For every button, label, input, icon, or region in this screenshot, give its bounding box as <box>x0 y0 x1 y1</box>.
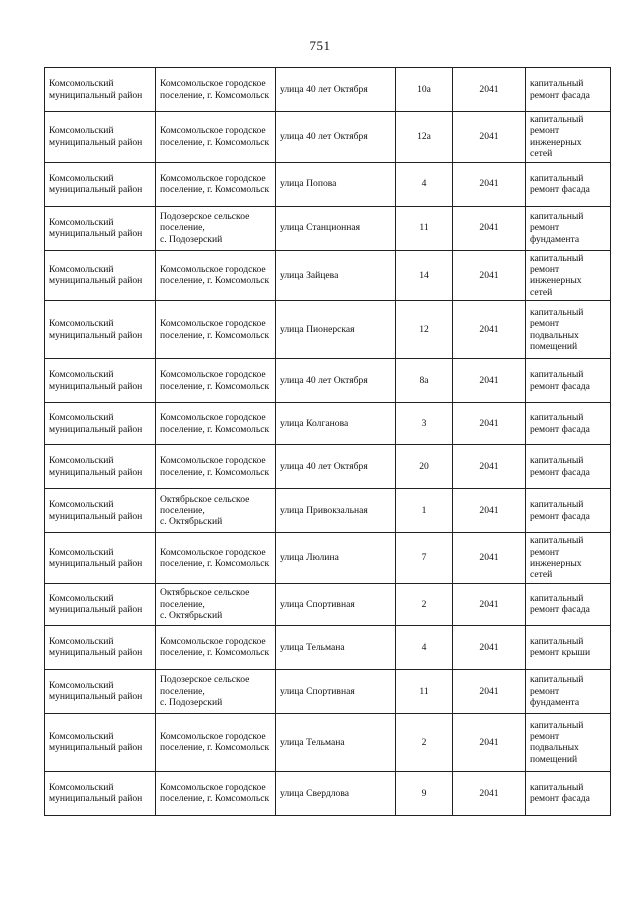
house-number-cell <box>396 445 453 489</box>
table-row <box>45 445 611 489</box>
house-number-cell <box>396 403 453 445</box>
settlement-cell-text: Комсомольское городское поселение, г. Комсомольск <box>160 318 270 341</box>
house-number-cell <box>396 625 453 669</box>
year-cell-text: 2041 <box>479 598 499 610</box>
work-type-cell <box>526 359 611 403</box>
district-cell <box>45 68 156 112</box>
table-body <box>45 68 611 816</box>
street-cell <box>276 359 396 403</box>
house-number-cell <box>396 583 453 625</box>
year-cell <box>453 583 526 625</box>
street-cell-text: улица Тельмана <box>280 641 345 653</box>
house-number-cell-text: 12 <box>419 324 429 336</box>
settlement-cell <box>156 112 276 163</box>
house-number-cell-text: 4 <box>421 178 427 190</box>
house-number-cell-text: 2 <box>421 736 427 748</box>
settlement-cell <box>156 162 276 206</box>
house-number-cell <box>396 250 453 301</box>
work-type-cell-text: капитальный ремонт крыши <box>530 635 591 659</box>
house-number-cell-text: 20 <box>419 461 429 473</box>
year-cell-text: 2041 <box>479 641 499 653</box>
street-cell-text: улица 40 лет Октября <box>280 461 368 473</box>
street-cell-text: улица 40 лет Октября <box>280 375 368 387</box>
table-row <box>45 359 611 403</box>
street-cell-text: улица Спортивная <box>280 685 355 697</box>
work-type-cell <box>526 489 611 533</box>
district-cell <box>45 359 156 403</box>
work-type-cell-text: капитальный ремонт фасада <box>530 369 590 392</box>
district-cell <box>45 112 156 163</box>
settlement-cell-text: Октябрьское сельское поселение, с. Октябрьский <box>160 587 250 622</box>
year-cell-text: 2041 <box>479 131 499 143</box>
district-cell-text: Комсомольский муниципальный район <box>49 78 143 101</box>
house-number-cell-text: 9 <box>421 787 427 799</box>
work-type-cell-text: капитальный ремонт фундамента <box>530 674 584 709</box>
work-type-cell-text: капитальный ремонт инженерных сетей <box>530 252 584 298</box>
table-row <box>45 669 611 713</box>
year-cell <box>453 489 526 533</box>
house-number-cell-text: 1 <box>421 505 427 517</box>
year-cell-text: 2041 <box>479 505 499 517</box>
district-cell <box>45 162 156 206</box>
district-cell <box>45 771 156 815</box>
settlement-cell <box>156 713 276 771</box>
house-number-cell <box>396 68 453 112</box>
district-cell-text: Комсомольский муниципальный район <box>49 781 143 805</box>
house-number-cell <box>396 533 453 584</box>
house-number-cell-text: 11 <box>419 222 429 234</box>
work-type-cell-text: капитальный ремонт инженерных сетей <box>530 114 584 160</box>
street-cell-text: улица Спортивная <box>280 598 355 610</box>
work-type-cell <box>526 250 611 301</box>
work-type-cell <box>526 533 611 584</box>
year-cell-text: 2041 <box>479 324 499 336</box>
year-cell-text: 2041 <box>479 178 499 190</box>
table-row <box>45 206 611 250</box>
year-cell <box>453 445 526 489</box>
work-type-cell <box>526 403 611 445</box>
settlement-cell-text: Комсомольское городское поселение, г. Комсомольск <box>160 781 270 805</box>
work-type-cell <box>526 713 611 771</box>
settlement-cell-text: Комсомольское городское поселение, г. Комсомольск <box>160 455 270 478</box>
work-type-cell <box>526 669 611 713</box>
street-cell-text: улица 40 лет Октября <box>280 83 368 95</box>
district-cell-text: Комсомольский муниципальный район <box>49 546 143 570</box>
settlement-cell <box>156 583 276 625</box>
street-cell <box>276 583 396 625</box>
year-cell-text: 2041 <box>479 222 499 234</box>
district-cell <box>45 206 156 250</box>
year-cell <box>453 403 526 445</box>
work-type-cell <box>526 162 611 206</box>
table-row <box>45 533 611 584</box>
settlement-cell <box>156 359 276 403</box>
house-number-cell <box>396 112 453 163</box>
street-cell <box>276 301 396 359</box>
house-number-cell <box>396 669 453 713</box>
settlement-cell <box>156 625 276 669</box>
year-cell <box>453 206 526 250</box>
year-cell-text: 2041 <box>479 461 499 473</box>
street-cell <box>276 445 396 489</box>
district-cell-text: Комсомольский муниципальный район <box>49 592 143 616</box>
settlement-cell <box>156 669 276 713</box>
work-type-cell-text: капитальный ремонт фасада <box>530 455 590 478</box>
street-cell <box>276 713 396 771</box>
year-cell-text: 2041 <box>479 685 499 697</box>
work-type-cell <box>526 301 611 359</box>
district-cell <box>45 583 156 625</box>
work-type-cell <box>526 625 611 669</box>
table-row <box>45 713 611 771</box>
work-type-cell <box>526 68 611 112</box>
year-cell <box>453 771 526 815</box>
district-cell-text: Комсомольский муниципальный район <box>49 730 143 754</box>
table-row <box>45 250 611 301</box>
house-number-cell-text: 7 <box>421 552 427 564</box>
settlement-cell-text: Комсомольское городское поселение, г. Комсомольск <box>160 730 270 754</box>
district-cell-text: Комсомольский муниципальный район <box>49 264 143 287</box>
settlement-cell <box>156 206 276 250</box>
work-type-cell <box>526 583 611 625</box>
street-cell <box>276 771 396 815</box>
settlement-cell <box>156 250 276 301</box>
work-type-cell-text: капитальный ремонт инженерных сетей <box>530 535 584 581</box>
street-cell-text: улица Попова <box>280 178 337 190</box>
house-number-cell-text: 4 <box>421 641 427 653</box>
settlement-cell <box>156 301 276 359</box>
work-type-cell-text: капитальный ремонт подвальных помещений <box>530 306 584 353</box>
year-cell-text: 2041 <box>479 418 499 430</box>
year-cell <box>453 112 526 163</box>
house-number-cell <box>396 162 453 206</box>
settlement-cell-text: Подозерское сельское поселение, с. Подозерский <box>160 674 250 709</box>
street-cell <box>276 669 396 713</box>
street-cell-text: улица Люлина <box>280 552 339 564</box>
district-cell-text: Комсомольский муниципальный район <box>49 635 143 659</box>
district-cell-text: Комсомольский муниципальный район <box>49 172 143 196</box>
house-number-cell-text: 2 <box>421 598 427 610</box>
settlement-cell-text: Комсомольское городское поселение, г. Комсомольск <box>160 546 270 570</box>
district-cell <box>45 445 156 489</box>
work-type-cell-text: капитальный ремонт фасада <box>530 592 590 616</box>
district-cell <box>45 489 156 533</box>
street-cell-text: улица Пионерская <box>280 324 355 336</box>
district-cell <box>45 250 156 301</box>
table-row <box>45 301 611 359</box>
table-row <box>45 162 611 206</box>
district-cell <box>45 669 156 713</box>
district-cell <box>45 533 156 584</box>
street-cell <box>276 533 396 584</box>
house-number-cell-text: 8а <box>419 375 429 387</box>
house-number-cell <box>396 713 453 771</box>
work-type-cell-text: капитальный ремонт подвальных помещений <box>530 719 584 765</box>
settlement-cell-text: Подозерское сельское поселение, с. Подозерский <box>160 211 250 245</box>
work-type-cell-text: капитальный ремонт фасада <box>530 412 590 435</box>
settlement-cell <box>156 403 276 445</box>
year-cell-text: 2041 <box>479 552 499 564</box>
settlement-cell <box>156 489 276 533</box>
settlement-cell-text: Октябрьское сельское поселение, с. Октябрьский <box>160 493 250 528</box>
street-cell-text: улица Свердлова <box>280 787 350 799</box>
street-cell <box>276 162 396 206</box>
table-row <box>45 583 611 625</box>
year-cell <box>453 669 526 713</box>
page-number: 751 <box>309 38 331 53</box>
house-number-cell-text: 12а <box>417 131 431 143</box>
house-number-cell-text: 3 <box>421 418 427 430</box>
street-cell-text: улица Зайцева <box>280 269 339 281</box>
street-cell-text: улица Привокзальная <box>280 505 368 517</box>
settlement-cell-text: Комсомольское городское поселение, г. Комсомольск <box>160 125 270 148</box>
district-cell-text: Комсомольский муниципальный район <box>49 455 143 478</box>
work-type-cell-text: капитальный ремонт фасада <box>530 78 590 101</box>
settlement-cell-text: Комсомольское городское поселение, г. Комсомольск <box>160 369 270 392</box>
year-cell-text: 2041 <box>479 736 499 748</box>
settlement-cell <box>156 533 276 584</box>
district-cell-text: Комсомольский муниципальный район <box>49 318 143 341</box>
house-number-cell-text: 14 <box>419 269 429 281</box>
year-cell <box>453 533 526 584</box>
year-cell <box>453 359 526 403</box>
district-cell <box>45 625 156 669</box>
settlement-cell <box>156 68 276 112</box>
settlement-cell-text: Комсомольское городское поселение, г. Комсомольск <box>160 172 270 196</box>
district-cell-text: Комсомольский муниципальный район <box>49 499 143 522</box>
settlement-cell <box>156 445 276 489</box>
district-cell-text: Комсомольский муниципальный район <box>49 125 143 148</box>
repair-schedule-table <box>44 67 611 816</box>
house-number-cell-text: 10а <box>417 83 431 95</box>
district-cell-text: Комсомольский муниципальный район <box>49 216 143 240</box>
house-number-cell-text: 11 <box>419 685 429 697</box>
street-cell <box>276 403 396 445</box>
house-number-cell <box>396 206 453 250</box>
district-cell <box>45 403 156 445</box>
settlement-cell-text: Комсомольское городское поселение, г. Комсомольск <box>160 412 270 435</box>
work-type-cell <box>526 771 611 815</box>
table-row <box>45 489 611 533</box>
street-cell-text: улица 40 лет Октября <box>280 131 368 143</box>
house-number-cell <box>396 771 453 815</box>
street-cell <box>276 250 396 301</box>
street-cell <box>276 206 396 250</box>
year-cell <box>453 162 526 206</box>
settlement-cell-text: Комсомольское городское поселение, г. Комсомольск <box>160 78 270 101</box>
table-row <box>45 771 611 815</box>
work-type-cell-text: капитальный ремонт фасада <box>530 499 590 522</box>
table-row <box>45 403 611 445</box>
settlement-cell <box>156 771 276 815</box>
street-cell-text: улица Колганова <box>280 418 349 430</box>
work-type-cell <box>526 445 611 489</box>
street-cell <box>276 68 396 112</box>
year-cell <box>453 301 526 359</box>
street-cell <box>276 489 396 533</box>
year-cell-text: 2041 <box>479 787 499 799</box>
district-cell-text: Комсомольский муниципальный район <box>49 412 143 435</box>
year-cell <box>453 68 526 112</box>
work-type-cell-text: капитальный ремонт фундамента <box>530 211 584 245</box>
house-number-cell <box>396 301 453 359</box>
street-cell-text: улица Тельмана <box>280 736 345 748</box>
table-row <box>45 625 611 669</box>
year-cell <box>453 625 526 669</box>
year-cell <box>453 250 526 301</box>
house-number-cell <box>396 489 453 533</box>
settlement-cell-text: Комсомольское городское поселение, г. Комсомольск <box>160 264 270 287</box>
year-cell-text: 2041 <box>479 83 499 95</box>
district-cell <box>45 713 156 771</box>
work-type-cell-text: капитальный ремонт фасада <box>530 781 590 805</box>
district-cell <box>45 301 156 359</box>
house-number-cell <box>396 359 453 403</box>
street-cell-text: улица Станционная <box>280 222 361 234</box>
street-cell <box>276 625 396 669</box>
settlement-cell-text: Комсомольское городское поселение, г. Комсомольск <box>160 635 270 659</box>
street-cell <box>276 112 396 163</box>
table-row <box>45 112 611 163</box>
year-cell <box>453 713 526 771</box>
table-row <box>45 68 611 112</box>
work-type-cell-text: капитальный ремонт фасада <box>530 172 590 196</box>
work-type-cell <box>526 112 611 163</box>
year-cell-text: 2041 <box>479 269 499 281</box>
district-cell-text: Комсомольский муниципальный район <box>49 679 143 703</box>
work-type-cell <box>526 206 611 250</box>
year-cell-text: 2041 <box>479 375 499 387</box>
district-cell-text: Комсомольский муниципальный район <box>49 369 143 392</box>
